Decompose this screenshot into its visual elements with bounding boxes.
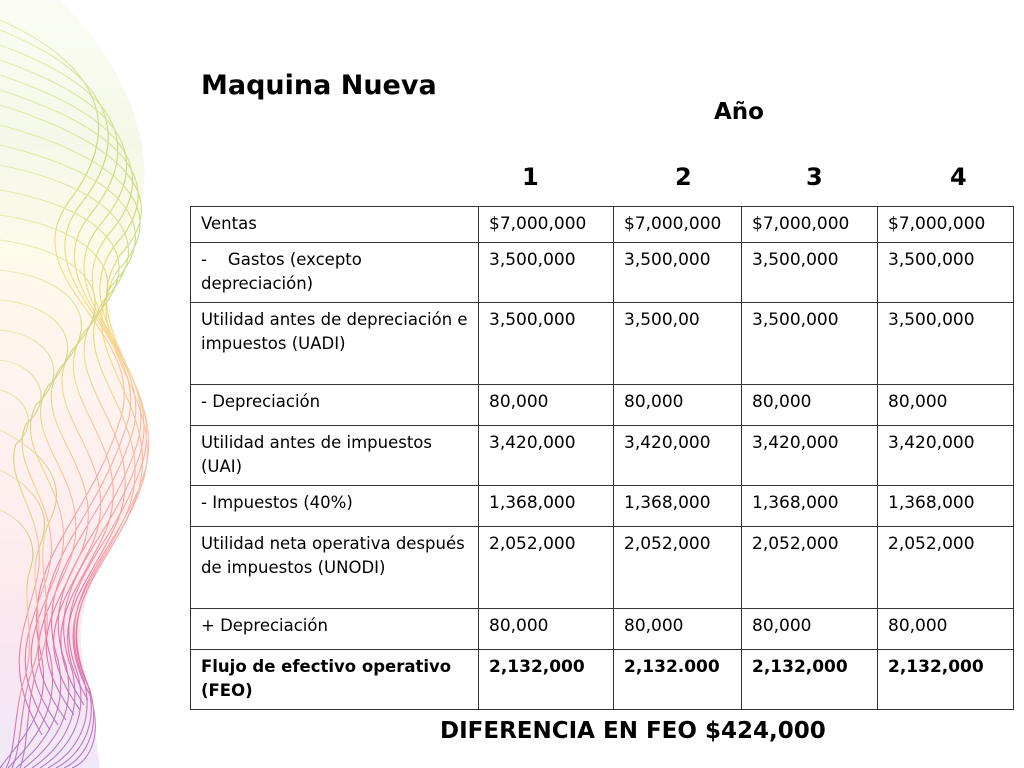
- row-value-year-3: 2,132,000: [742, 650, 878, 710]
- row-value-year-2: 80,000: [614, 609, 742, 650]
- row-value-year-1: 2,052,000: [479, 527, 614, 609]
- table-row: [191, 207, 1014, 243]
- row-value-year-2: 3,420,000: [614, 426, 742, 486]
- page-title: Maquina Nueva: [201, 70, 437, 101]
- table-row: [191, 385, 1014, 426]
- row-value-year-3: 3,500,000: [742, 303, 878, 385]
- row-value-year-1: 2,132,000: [479, 650, 614, 710]
- table-row: [191, 527, 1014, 609]
- row-value-year-2: 2,132.000: [614, 650, 742, 710]
- year-axis-label: Año: [714, 99, 764, 125]
- table-row: [191, 609, 1014, 650]
- row-value-year-2: 80,000: [614, 385, 742, 426]
- row-value-year-3: 80,000: [742, 609, 878, 650]
- row-value-year-1: 1,368,000: [479, 486, 614, 527]
- row-value-year-4: 1,368,000: [878, 486, 1014, 527]
- row-value-year-3: 2,052,000: [742, 527, 878, 609]
- row-value-year-4: $7,000,000: [878, 207, 1014, 243]
- row-value-year-1: 80,000: [479, 385, 614, 426]
- row-concept: - Impuestos (40%): [191, 486, 479, 527]
- row-concept: Utilidad antes de impuestos (UAI): [191, 426, 479, 486]
- year-number-4: 4: [950, 163, 967, 191]
- table-row: [191, 426, 1014, 486]
- row-value-year-2: 3,500,000: [614, 243, 742, 303]
- row-value-year-2: 3,500,00: [614, 303, 742, 385]
- row-value-year-3: 80,000: [742, 385, 878, 426]
- row-concept: Ventas: [191, 207, 479, 243]
- row-value-year-4: 3,500,000: [878, 303, 1014, 385]
- row-value-year-3: 1,368,000: [742, 486, 878, 527]
- row-concept: Utilidad neta operativa después de impuestos (UNODI): [191, 527, 479, 609]
- decorative-ribbon-art: [0, 0, 200, 768]
- year-number-1: 1: [522, 163, 539, 191]
- row-value-year-3: 3,500,000: [742, 243, 878, 303]
- row-concept: - Depreciación: [191, 385, 479, 426]
- table-row: [191, 243, 1014, 303]
- row-value-year-3: $7,000,000: [742, 207, 878, 243]
- year-number-2: 2: [675, 163, 692, 191]
- table-row-total: [191, 650, 1014, 710]
- row-value-year-4: 3,500,000: [878, 243, 1014, 303]
- row-concept: + Depreciación: [191, 609, 479, 650]
- row-value-year-1: $7,000,000: [479, 207, 614, 243]
- feo-difference-summary: DIFERENCIA EN FEO $424,000: [440, 718, 826, 744]
- row-value-year-1: 3,500,000: [479, 303, 614, 385]
- row-value-year-1: 3,420,000: [479, 426, 614, 486]
- row-value-year-2: $7,000,000: [614, 207, 742, 243]
- row-value-year-1: 80,000: [479, 609, 614, 650]
- table-row: [191, 486, 1014, 527]
- row-value-year-2: 2,052,000: [614, 527, 742, 609]
- row-value-year-2: 1,368,000: [614, 486, 742, 527]
- row-value-year-1: 3,500,000: [479, 243, 614, 303]
- row-concept: Utilidad antes de depreciación e impuestos (UADI): [191, 303, 479, 385]
- row-value-year-4: 80,000: [878, 609, 1014, 650]
- row-value-year-4: 2,052,000: [878, 527, 1014, 609]
- cash-flow-table: [190, 206, 1014, 710]
- year-number-3: 3: [806, 163, 823, 191]
- row-value-year-4: 80,000: [878, 385, 1014, 426]
- row-concept: Flujo de efectivo operativo (FEO): [191, 650, 479, 710]
- row-concept: - Gastos (excepto depreciación): [191, 243, 479, 303]
- table-row: [191, 303, 1014, 385]
- row-value-year-4: 3,420,000: [878, 426, 1014, 486]
- row-value-year-3: 3,420,000: [742, 426, 878, 486]
- row-value-year-4: 2,132,000: [878, 650, 1014, 710]
